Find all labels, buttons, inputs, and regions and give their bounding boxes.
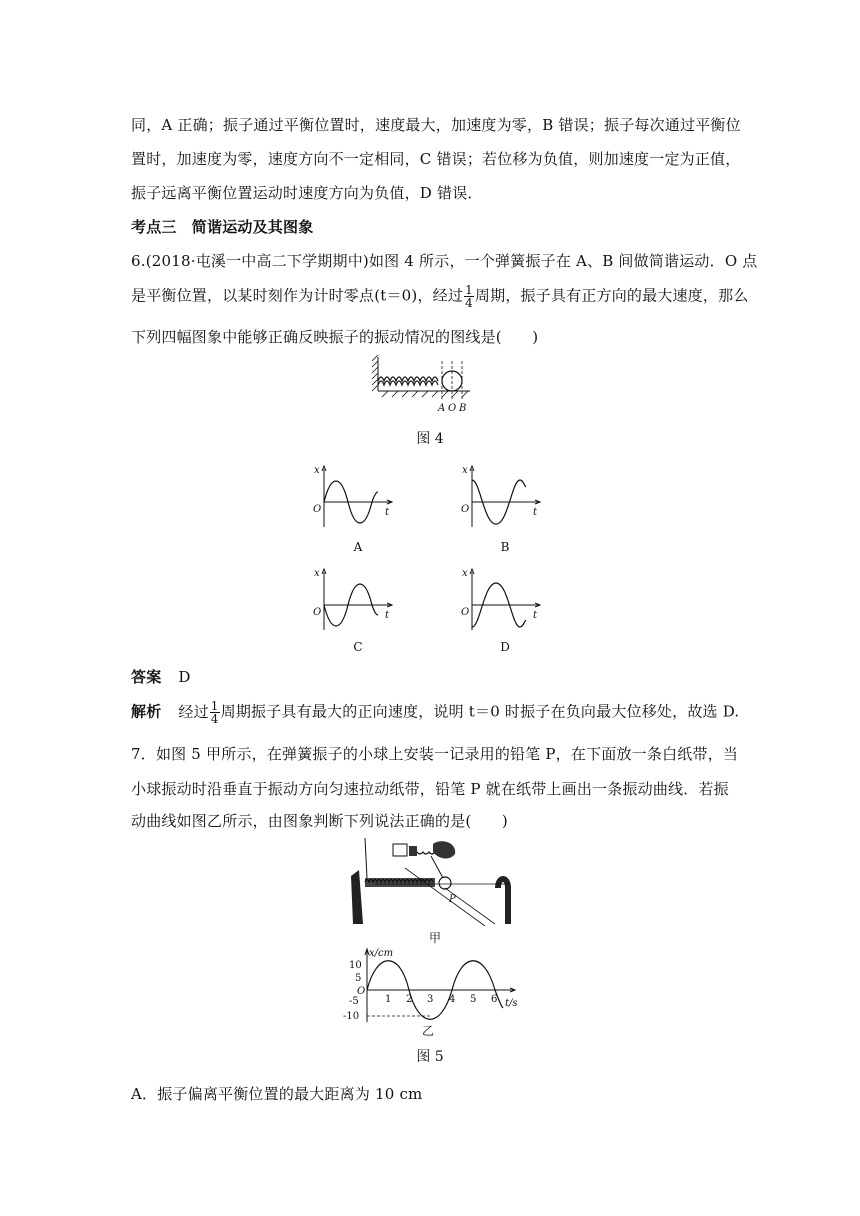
figure-4-caption: 图 4	[416, 431, 444, 447]
svg-text:t: t	[533, 610, 538, 621]
graph-A	[312, 465, 397, 530]
svg-text:5: 5	[355, 973, 362, 984]
answer-line	[131, 666, 191, 687]
svg-text:O: O	[461, 607, 470, 618]
graph-B-label: B	[500, 540, 510, 554]
svg-text:3: 3	[427, 994, 434, 1005]
graph-D	[460, 568, 545, 633]
analysis-label: 解析	[131, 702, 162, 721]
figure-5-yi-caption: 乙	[421, 1024, 434, 1038]
figure-4-spring-diagram	[370, 355, 490, 415]
analysis-line	[131, 700, 739, 725]
answer-value: D	[178, 668, 191, 686]
svg-text:t: t	[533, 507, 538, 518]
svg-text:O: O	[313, 504, 322, 515]
q7-line-2: 小球振动时沿垂直于振动方向匀速拉动纸带，铅笔 P 就在纸带上画出一条振动曲线．若振	[131, 780, 729, 798]
text-line-3: 振子远离平衡位置运动时速度方向为负值，D 错误．	[131, 184, 483, 202]
analysis-post: 周期振子具有最大的正向速度，说明 t＝0 时振子在负向最大位移处，故选 D.	[220, 702, 740, 721]
graph-D-label: D	[500, 640, 510, 654]
graph-C	[312, 568, 397, 633]
svg-text:P: P	[449, 894, 456, 905]
svg-text:1: 1	[385, 994, 392, 1005]
q6-line-2-post: 周期，振子具有正方向的最大速度，那么	[474, 286, 749, 305]
svg-text:2: 2	[406, 994, 413, 1005]
svg-text:-10: -10	[343, 1011, 360, 1022]
text-line-2: 置时，加速度为零，速度方向不一定相同，C 错误；若位移为负值，则加速度一定为正值，	[131, 150, 741, 168]
graph-B	[460, 465, 545, 530]
graph-A-label: A	[353, 540, 363, 554]
figure-5-caption: 图 5	[416, 1049, 444, 1065]
answer-label: 答案	[131, 668, 162, 686]
graph-C-label: C	[353, 640, 363, 654]
svg-text:B: B	[459, 403, 467, 414]
q6-line-3: 下列四幅图象中能够正确反映振子的振动情况的图线是( )	[131, 328, 539, 346]
analysis-fraction: $\frac{1}{4}$	[210, 699, 219, 726]
svg-text:5: 5	[470, 994, 477, 1005]
svg-text:O: O	[448, 403, 457, 414]
svg-text:x: x	[462, 568, 468, 579]
svg-text:x: x	[314, 568, 320, 579]
svg-text:6: 6	[491, 994, 498, 1005]
svg-text:-5: -5	[349, 996, 359, 1007]
svg-text:O: O	[357, 986, 366, 997]
svg-text:A: A	[438, 403, 446, 414]
svg-text:x: x	[314, 465, 320, 476]
analysis-pre: 经过	[178, 702, 209, 721]
q6-line-2	[131, 284, 749, 309]
figure-5-jia-caption: 甲	[428, 931, 441, 945]
svg-text:x: x	[462, 465, 468, 476]
text-line-1: 同，A 正确；振子通过平衡位置时，速度最大，加速度为零，B 错误；振子每次通过平衡位	[131, 116, 741, 134]
svg-text:t: t	[385, 507, 390, 518]
svg-text:t/s: t/s	[505, 998, 518, 1009]
figure-5-apparatus-drawing	[345, 838, 515, 928]
svg-text:x/cm: x/cm	[369, 948, 394, 959]
svg-text:4: 4	[449, 994, 456, 1005]
fraction-quarter: $\frac{1}{4}$	[465, 283, 473, 310]
q7-line-1: 7．如图 5 甲所示，在弹簧振子的小球上安装一记录用的铅笔 P，在下面放一条白纸带，当	[131, 745, 739, 763]
svg-text:O: O	[313, 607, 322, 618]
section-heading: 考点三 简谐运动及其图象	[131, 218, 314, 236]
figure-5-yi-graph	[335, 946, 525, 1026]
svg-text:O: O	[461, 504, 470, 515]
svg-text:10: 10	[349, 960, 362, 971]
q6-line-1: 6.(2018·屯溪一中高二下学期期中)如图 4 所示，一个弹簧振子在 A、B 间做简谐运动．O 点	[131, 252, 758, 270]
svg-text:t: t	[385, 610, 390, 621]
option-a: A．振子偏离平衡位置的最大距离为 10 cm	[131, 1085, 423, 1103]
q6-line-2-pre: 是平衡位置，以某时刻作为计时零点(t＝0)，经过	[131, 286, 464, 305]
q7-line-3: 动曲线如图乙所示，由图象判断下列说法正确的是( )	[131, 812, 508, 830]
